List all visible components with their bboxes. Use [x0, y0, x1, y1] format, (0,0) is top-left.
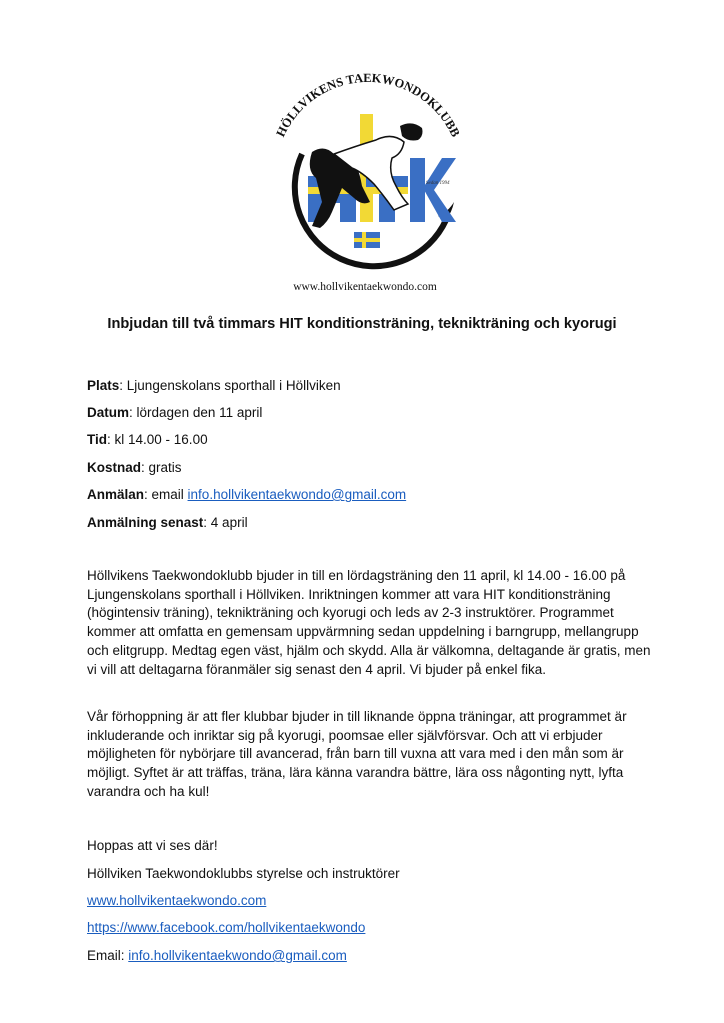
logo-graphics: [295, 114, 456, 266]
detail-value: gratis: [148, 460, 182, 475]
detail-label: Kostnad: [87, 460, 141, 475]
paragraph-intro: Höllvikens Taekwondoklubb bjuder in till en lördagsträning den 11 april, kl 14.00 - 16.00 på Ljungenskolans sporthall i Höllviken. Inriktningen kommer att vara HIT konditionsträning (högintensiv träning), teknikträning och kyorugi och leds av 2-3 instruktörer. Programmet kommer att omfatta en gemensam uppvärmning sedan uppdelning i barngrupp, mellangrupp och elitgrupp. Medtag egen väst, hjälm och skydd. Alla är välkomna, deltagande är gratis, men vi vill att deltagarna föranmäler sig senast den 4 april. Vi bjuder på enkel fika.: [87, 568, 651, 677]
email-line: [87, 948, 347, 963]
detail-datum: Datum: lördagen den 11 april: [87, 405, 263, 420]
detail-label: Tid: [87, 432, 107, 447]
paragraph-hope: Vår förhoppning är att fler klubbar bjuder in till liknande öppna träningar, att programmet är inkluderande och inriktar sig på kyorugi, poomsae eller självförsvar. Och att vi erbjuder möjligheten för nybörjare till avancerad, från barn till vuxna att vara med i den mån som är möjligt. Syftet är att träffas, träna, lära känna varandra bättre, lära oss någonting nytt, lyfta varandra och ha kul!: [87, 709, 627, 799]
detail-label: Anmälning senast: [87, 515, 204, 530]
detail-value: lördagen den 11 april: [136, 405, 263, 420]
detail-kostnad: Kostnad: gratis: [87, 460, 182, 475]
document-title: Inbjudan till två timmars HIT konditionsträning, teknikträning och kyorugi: [107, 316, 617, 332]
signature: Höllviken Taekwondoklubbs styrelse och instruktörer: [87, 866, 400, 881]
greeting: Hoppas att vi ses där!: [87, 838, 218, 853]
signup-email-link[interactable]: info.hollvikentaekwondo@gmail.com: [187, 487, 407, 502]
detail-anmalning-senast: Anmälning senast: 4 april: [87, 515, 248, 530]
detail-label: Anmälan: [87, 487, 145, 502]
detail-label: Plats: [87, 378, 120, 393]
detail-value: email: [151, 487, 188, 502]
club-logo: [262, 70, 474, 282]
detail-value: 4 april: [210, 515, 248, 530]
detail-plats: Plats: Ljungenskolans sporthall i Höllviken: [87, 378, 341, 393]
detail-tid: Tid: kl 14.00 - 16.00: [87, 432, 208, 447]
website-link[interactable]: www.hollvikentaekwondo.com: [87, 893, 267, 908]
swedish-flag-icon: [354, 232, 380, 248]
email-link[interactable]: info.hollvikentaekwondo@gmail.com: [128, 948, 347, 963]
detail-anmalan: Anmälan: email info.hollvikentaekwondo@gmail.com: [87, 487, 407, 502]
email-label: Email:: [87, 948, 129, 963]
detail-label: Datum: [87, 405, 130, 420]
logo-url: www.hollvikentaekwondo.com: [293, 281, 437, 293]
facebook-link[interactable]: https://www.facebook.com/hollvikentaekwondo: [87, 920, 366, 935]
logo-arc-text: HÖLLVIKENS TAEKWONDOKLUBB: [273, 70, 463, 140]
detail-value: kl 14.00 - 16.00: [114, 432, 208, 447]
detail-value: Ljungenskolans sporthall i Höllviken: [126, 378, 341, 393]
logo-since-text: Sedan 1994: [426, 181, 450, 186]
